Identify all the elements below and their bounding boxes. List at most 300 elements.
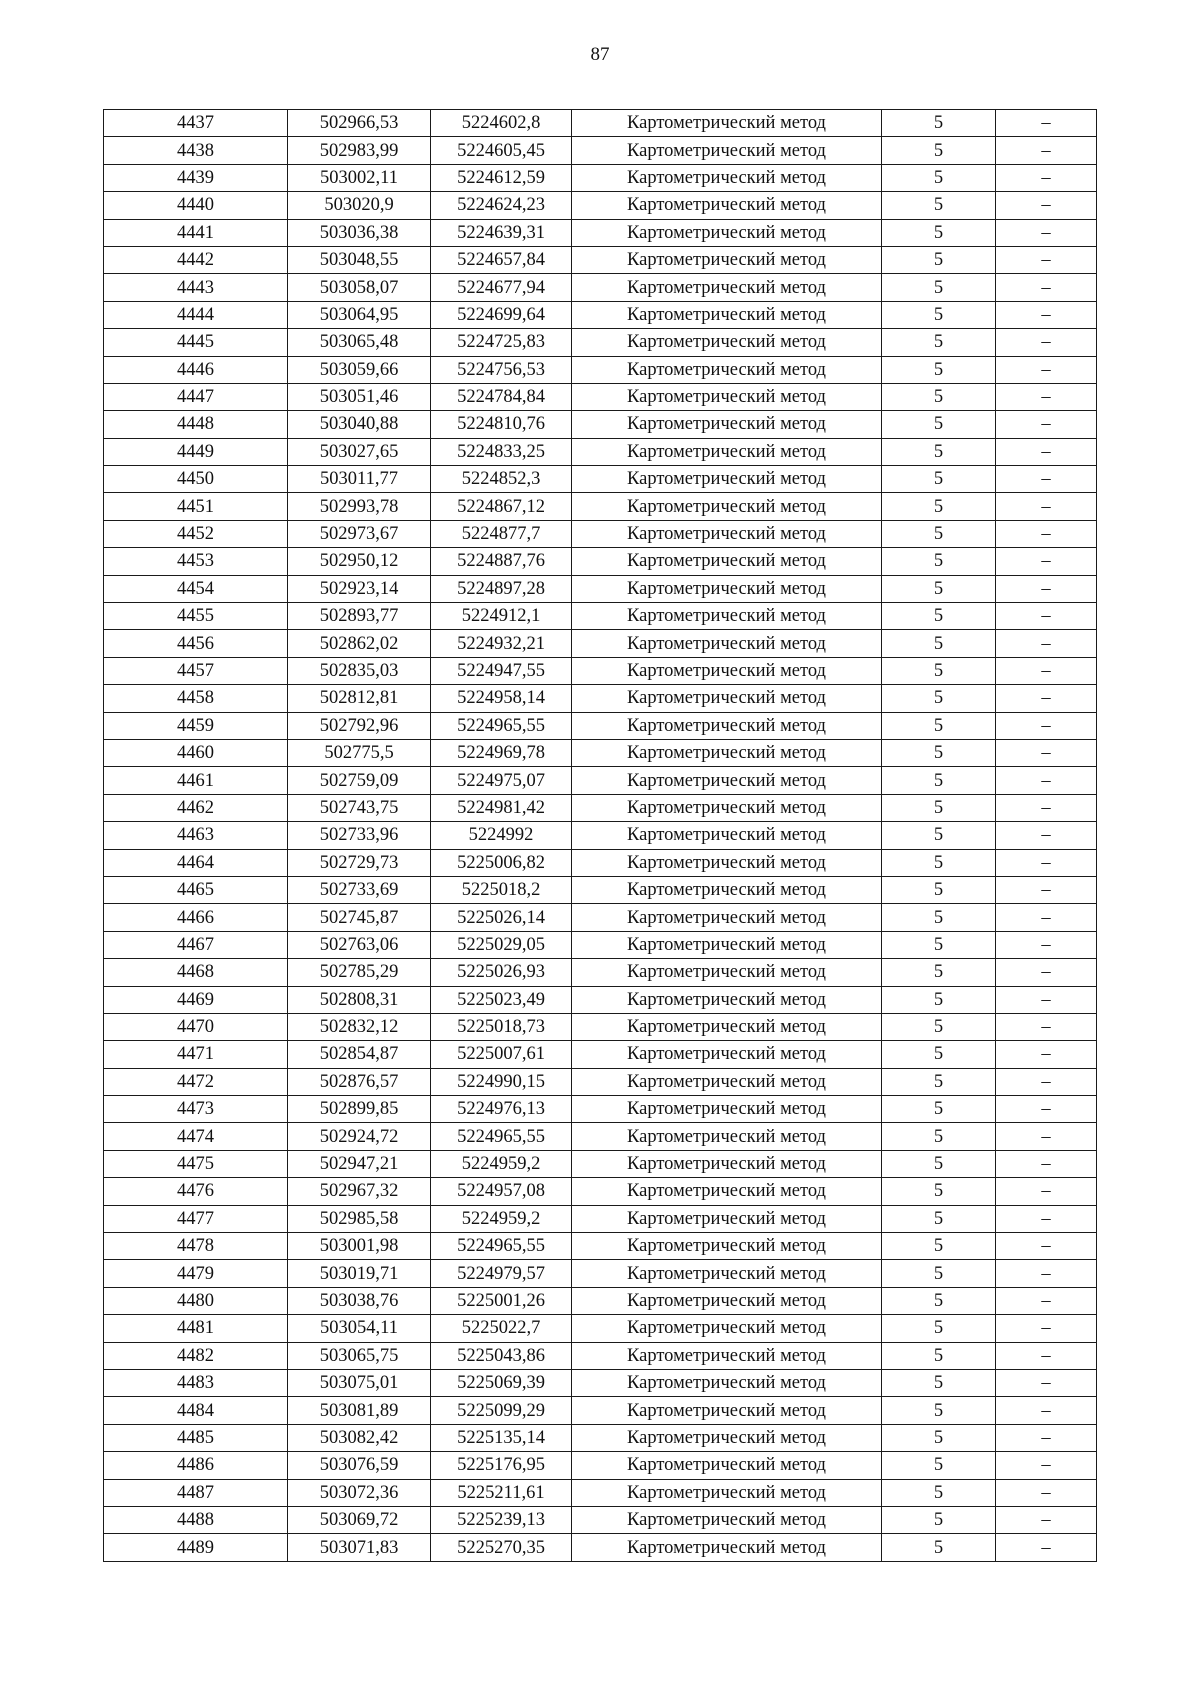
method-cell: Картометрический метод bbox=[572, 904, 882, 931]
accuracy-cell: 5 bbox=[882, 1342, 996, 1369]
x-coordinate-cell: 503076,59 bbox=[288, 1452, 431, 1479]
page-number: 87 bbox=[590, 44, 610, 65]
accuracy-cell: 5 bbox=[882, 822, 996, 849]
method-cell: Картометрический метод bbox=[572, 822, 882, 849]
x-coordinate-cell: 502966,53 bbox=[288, 110, 431, 137]
table-row bbox=[104, 1041, 1097, 1068]
x-coordinate-cell: 502876,57 bbox=[288, 1068, 431, 1095]
y-coordinate-cell: 5224959,2 bbox=[431, 1205, 572, 1232]
y-coordinate-cell: 5224897,28 bbox=[431, 575, 572, 602]
x-coordinate-cell: 502759,09 bbox=[288, 767, 431, 794]
y-coordinate-cell: 5225069,39 bbox=[431, 1369, 572, 1396]
coordinates-table bbox=[103, 109, 1097, 1562]
x-coordinate-cell: 502835,03 bbox=[288, 657, 431, 684]
method-cell: Картометрический метод bbox=[572, 1315, 882, 1342]
accuracy-cell: 5 bbox=[882, 1369, 996, 1396]
accuracy-cell: 5 bbox=[882, 246, 996, 273]
note-cell: – bbox=[996, 1287, 1097, 1314]
accuracy-cell: 5 bbox=[882, 520, 996, 547]
x-coordinate-cell: 503058,07 bbox=[288, 274, 431, 301]
y-coordinate-cell: 5225007,61 bbox=[431, 1041, 572, 1068]
y-coordinate-cell: 5224725,83 bbox=[431, 329, 572, 356]
method-cell: Картометрический метод bbox=[572, 274, 882, 301]
point-number-cell: 4478 bbox=[104, 1233, 288, 1260]
table-row bbox=[104, 164, 1097, 191]
y-coordinate-cell: 5224810,76 bbox=[431, 411, 572, 438]
accuracy-cell: 5 bbox=[882, 657, 996, 684]
x-coordinate-cell: 502854,87 bbox=[288, 1041, 431, 1068]
method-cell: Картометрический метод bbox=[572, 301, 882, 328]
y-coordinate-cell: 5224981,42 bbox=[431, 794, 572, 821]
x-coordinate-cell: 502924,72 bbox=[288, 1123, 431, 1150]
accuracy-cell: 5 bbox=[882, 493, 996, 520]
x-coordinate-cell: 503069,72 bbox=[288, 1506, 431, 1533]
table-row bbox=[104, 329, 1097, 356]
method-cell: Картометрический метод bbox=[572, 575, 882, 602]
point-number-cell: 4482 bbox=[104, 1342, 288, 1369]
note-cell: – bbox=[996, 1397, 1097, 1424]
note-cell: – bbox=[996, 137, 1097, 164]
x-coordinate-cell: 503036,38 bbox=[288, 219, 431, 246]
table-row bbox=[104, 986, 1097, 1013]
note-cell: – bbox=[996, 548, 1097, 575]
accuracy-cell: 5 bbox=[882, 603, 996, 630]
point-number-cell: 4438 bbox=[104, 137, 288, 164]
point-number-cell: 4439 bbox=[104, 164, 288, 191]
y-coordinate-cell: 5224699,64 bbox=[431, 301, 572, 328]
point-number-cell: 4440 bbox=[104, 192, 288, 219]
x-coordinate-cell: 503020,9 bbox=[288, 192, 431, 219]
table-row bbox=[104, 1205, 1097, 1232]
point-number-cell: 4475 bbox=[104, 1150, 288, 1177]
accuracy-cell: 5 bbox=[882, 1178, 996, 1205]
y-coordinate-cell: 5224852,3 bbox=[431, 466, 572, 493]
method-cell: Картометрический метод bbox=[572, 1123, 882, 1150]
method-cell: Картометрический метод bbox=[572, 438, 882, 465]
y-coordinate-cell: 5225022,7 bbox=[431, 1315, 572, 1342]
x-coordinate-cell: 503038,76 bbox=[288, 1287, 431, 1314]
table-row bbox=[104, 657, 1097, 684]
table-row bbox=[104, 1287, 1097, 1314]
table-row bbox=[104, 246, 1097, 273]
x-coordinate-cell: 502950,12 bbox=[288, 548, 431, 575]
method-cell: Картометрический метод bbox=[572, 246, 882, 273]
table-row bbox=[104, 1397, 1097, 1424]
accuracy-cell: 5 bbox=[882, 1123, 996, 1150]
accuracy-cell: 5 bbox=[882, 356, 996, 383]
note-cell: – bbox=[996, 1123, 1097, 1150]
point-number-cell: 4455 bbox=[104, 603, 288, 630]
accuracy-cell: 5 bbox=[882, 164, 996, 191]
point-number-cell: 4464 bbox=[104, 849, 288, 876]
method-cell: Картометрический метод bbox=[572, 1534, 882, 1561]
accuracy-cell: 5 bbox=[882, 931, 996, 958]
y-coordinate-cell: 5224947,55 bbox=[431, 657, 572, 684]
note-cell: – bbox=[996, 356, 1097, 383]
y-coordinate-cell: 5225026,93 bbox=[431, 959, 572, 986]
accuracy-cell: 5 bbox=[882, 876, 996, 903]
y-coordinate-cell: 5224976,13 bbox=[431, 1096, 572, 1123]
point-number-cell: 4454 bbox=[104, 575, 288, 602]
y-coordinate-cell: 5225001,26 bbox=[431, 1287, 572, 1314]
y-coordinate-cell: 5224975,07 bbox=[431, 767, 572, 794]
x-coordinate-cell: 503040,88 bbox=[288, 411, 431, 438]
y-coordinate-cell: 5224887,76 bbox=[431, 548, 572, 575]
y-coordinate-cell: 5225006,82 bbox=[431, 849, 572, 876]
table-row bbox=[104, 137, 1097, 164]
y-coordinate-cell: 5225023,49 bbox=[431, 986, 572, 1013]
method-cell: Картометрический метод bbox=[572, 739, 882, 766]
table-row bbox=[104, 520, 1097, 547]
accuracy-cell: 5 bbox=[882, 849, 996, 876]
table-row bbox=[104, 548, 1097, 575]
method-cell: Картометрический метод bbox=[572, 1452, 882, 1479]
method-cell: Картометрический метод bbox=[572, 959, 882, 986]
point-number-cell: 4461 bbox=[104, 767, 288, 794]
accuracy-cell: 5 bbox=[882, 767, 996, 794]
point-number-cell: 4456 bbox=[104, 630, 288, 657]
note-cell: – bbox=[996, 1506, 1097, 1533]
y-coordinate-cell: 5224602,8 bbox=[431, 110, 572, 137]
y-coordinate-cell: 5225043,86 bbox=[431, 1342, 572, 1369]
method-cell: Картометрический метод bbox=[572, 1068, 882, 1095]
x-coordinate-cell: 502792,96 bbox=[288, 712, 431, 739]
table-row bbox=[104, 301, 1097, 328]
method-cell: Картометрический метод bbox=[572, 520, 882, 547]
note-cell: – bbox=[996, 164, 1097, 191]
y-coordinate-cell: 5224959,2 bbox=[431, 1150, 572, 1177]
method-cell: Картометрический метод bbox=[572, 110, 882, 137]
x-coordinate-cell: 503065,75 bbox=[288, 1342, 431, 1369]
accuracy-cell: 5 bbox=[882, 301, 996, 328]
coordinates-table-body bbox=[104, 110, 1097, 1562]
note-cell: – bbox=[996, 1260, 1097, 1287]
accuracy-cell: 5 bbox=[882, 438, 996, 465]
table-row bbox=[104, 411, 1097, 438]
accuracy-cell: 5 bbox=[882, 274, 996, 301]
y-coordinate-cell: 5224957,08 bbox=[431, 1178, 572, 1205]
y-coordinate-cell: 5224932,21 bbox=[431, 630, 572, 657]
method-cell: Картометрический метод bbox=[572, 1096, 882, 1123]
table-row bbox=[104, 466, 1097, 493]
x-coordinate-cell: 502729,73 bbox=[288, 849, 431, 876]
table-row bbox=[104, 575, 1097, 602]
method-cell: Картометрический метод bbox=[572, 1041, 882, 1068]
point-number-cell: 4450 bbox=[104, 466, 288, 493]
note-cell: – bbox=[996, 685, 1097, 712]
method-cell: Картометрический метод bbox=[572, 356, 882, 383]
x-coordinate-cell: 503081,89 bbox=[288, 1397, 431, 1424]
point-number-cell: 4471 bbox=[104, 1041, 288, 1068]
y-coordinate-cell: 5224756,53 bbox=[431, 356, 572, 383]
x-coordinate-cell: 502899,85 bbox=[288, 1096, 431, 1123]
method-cell: Картометрический метод bbox=[572, 1479, 882, 1506]
accuracy-cell: 5 bbox=[882, 685, 996, 712]
method-cell: Картометрический метод bbox=[572, 1287, 882, 1314]
point-number-cell: 4452 bbox=[104, 520, 288, 547]
accuracy-cell: 5 bbox=[882, 794, 996, 821]
y-coordinate-cell: 5225026,14 bbox=[431, 904, 572, 931]
note-cell: – bbox=[996, 329, 1097, 356]
point-number-cell: 4445 bbox=[104, 329, 288, 356]
method-cell: Картометрический метод bbox=[572, 630, 882, 657]
method-cell: Картометрический метод bbox=[572, 466, 882, 493]
accuracy-cell: 5 bbox=[882, 1397, 996, 1424]
point-number-cell: 4448 bbox=[104, 411, 288, 438]
table-row bbox=[104, 1452, 1097, 1479]
accuracy-cell: 5 bbox=[882, 137, 996, 164]
y-coordinate-cell: 5224912,1 bbox=[431, 603, 572, 630]
note-cell: – bbox=[996, 466, 1097, 493]
table-row bbox=[104, 931, 1097, 958]
note-cell: – bbox=[996, 1424, 1097, 1451]
method-cell: Картометрический метод bbox=[572, 794, 882, 821]
note-cell: – bbox=[996, 794, 1097, 821]
accuracy-cell: 5 bbox=[882, 1287, 996, 1314]
table-row bbox=[104, 904, 1097, 931]
note-cell: – bbox=[996, 1096, 1097, 1123]
point-number-cell: 4444 bbox=[104, 301, 288, 328]
x-coordinate-cell: 503071,83 bbox=[288, 1534, 431, 1561]
accuracy-cell: 5 bbox=[882, 1315, 996, 1342]
table-row bbox=[104, 1260, 1097, 1287]
accuracy-cell: 5 bbox=[882, 1479, 996, 1506]
y-coordinate-cell: 5224877,7 bbox=[431, 520, 572, 547]
table-row bbox=[104, 1150, 1097, 1177]
method-cell: Картометрический метод bbox=[572, 383, 882, 410]
y-coordinate-cell: 5224969,78 bbox=[431, 739, 572, 766]
table-row bbox=[104, 630, 1097, 657]
accuracy-cell: 5 bbox=[882, 192, 996, 219]
method-cell: Картометрический метод bbox=[572, 767, 882, 794]
note-cell: – bbox=[996, 630, 1097, 657]
point-number-cell: 4467 bbox=[104, 931, 288, 958]
table-row bbox=[104, 822, 1097, 849]
table-row bbox=[104, 1123, 1097, 1150]
point-number-cell: 4474 bbox=[104, 1123, 288, 1150]
point-number-cell: 4457 bbox=[104, 657, 288, 684]
y-coordinate-cell: 5224965,55 bbox=[431, 712, 572, 739]
point-number-cell: 4443 bbox=[104, 274, 288, 301]
point-number-cell: 4473 bbox=[104, 1096, 288, 1123]
method-cell: Картометрический метод bbox=[572, 685, 882, 712]
x-coordinate-cell: 503072,36 bbox=[288, 1479, 431, 1506]
accuracy-cell: 5 bbox=[882, 411, 996, 438]
point-number-cell: 4446 bbox=[104, 356, 288, 383]
point-number-cell: 4488 bbox=[104, 1506, 288, 1533]
accuracy-cell: 5 bbox=[882, 959, 996, 986]
note-cell: – bbox=[996, 876, 1097, 903]
x-coordinate-cell: 502985,58 bbox=[288, 1205, 431, 1232]
y-coordinate-cell: 5225135,14 bbox=[431, 1424, 572, 1451]
note-cell: – bbox=[996, 411, 1097, 438]
table-row bbox=[104, 356, 1097, 383]
y-coordinate-cell: 5224990,15 bbox=[431, 1068, 572, 1095]
accuracy-cell: 5 bbox=[882, 1096, 996, 1123]
method-cell: Картометрический метод bbox=[572, 1205, 882, 1232]
note-cell: – bbox=[996, 959, 1097, 986]
method-cell: Картометрический метод bbox=[572, 329, 882, 356]
method-cell: Картометрический метод bbox=[572, 1506, 882, 1533]
y-coordinate-cell: 5224965,55 bbox=[431, 1123, 572, 1150]
accuracy-cell: 5 bbox=[882, 110, 996, 137]
method-cell: Картометрический метод bbox=[572, 849, 882, 876]
note-cell: – bbox=[996, 739, 1097, 766]
x-coordinate-cell: 502808,31 bbox=[288, 986, 431, 1013]
note-cell: – bbox=[996, 110, 1097, 137]
table-row bbox=[104, 1068, 1097, 1095]
y-coordinate-cell: 5224784,84 bbox=[431, 383, 572, 410]
point-number-cell: 4479 bbox=[104, 1260, 288, 1287]
table-row bbox=[104, 739, 1097, 766]
accuracy-cell: 5 bbox=[882, 1260, 996, 1287]
x-coordinate-cell: 502923,14 bbox=[288, 575, 431, 602]
point-number-cell: 4480 bbox=[104, 1287, 288, 1314]
accuracy-cell: 5 bbox=[882, 219, 996, 246]
point-number-cell: 4462 bbox=[104, 794, 288, 821]
table-row bbox=[104, 1534, 1097, 1561]
y-coordinate-cell: 5225029,05 bbox=[431, 931, 572, 958]
point-number-cell: 4481 bbox=[104, 1315, 288, 1342]
x-coordinate-cell: 503027,65 bbox=[288, 438, 431, 465]
note-cell: – bbox=[996, 575, 1097, 602]
y-coordinate-cell: 5224979,57 bbox=[431, 1260, 572, 1287]
note-cell: – bbox=[996, 246, 1097, 273]
y-coordinate-cell: 5224624,23 bbox=[431, 192, 572, 219]
note-cell: – bbox=[996, 767, 1097, 794]
x-coordinate-cell: 502862,02 bbox=[288, 630, 431, 657]
x-coordinate-cell: 503019,71 bbox=[288, 1260, 431, 1287]
method-cell: Картометрический метод bbox=[572, 1397, 882, 1424]
table-row bbox=[104, 603, 1097, 630]
point-number-cell: 4460 bbox=[104, 739, 288, 766]
accuracy-cell: 5 bbox=[882, 1452, 996, 1479]
note-cell: – bbox=[996, 1369, 1097, 1396]
note-cell: – bbox=[996, 301, 1097, 328]
table-row bbox=[104, 1479, 1097, 1506]
x-coordinate-cell: 503082,42 bbox=[288, 1424, 431, 1451]
point-number-cell: 4489 bbox=[104, 1534, 288, 1561]
note-cell: – bbox=[996, 657, 1097, 684]
method-cell: Картометрический метод bbox=[572, 986, 882, 1013]
y-coordinate-cell: 5224958,14 bbox=[431, 685, 572, 712]
note-cell: – bbox=[996, 1534, 1097, 1561]
point-number-cell: 4477 bbox=[104, 1205, 288, 1232]
method-cell: Картометрический метод bbox=[572, 712, 882, 739]
accuracy-cell: 5 bbox=[882, 1534, 996, 1561]
note-cell: – bbox=[996, 1013, 1097, 1040]
accuracy-cell: 5 bbox=[882, 329, 996, 356]
point-number-cell: 4442 bbox=[104, 246, 288, 273]
table-row bbox=[104, 767, 1097, 794]
table-row bbox=[104, 712, 1097, 739]
point-number-cell: 4470 bbox=[104, 1013, 288, 1040]
y-coordinate-cell: 5225018,73 bbox=[431, 1013, 572, 1040]
note-cell: – bbox=[996, 274, 1097, 301]
point-number-cell: 4485 bbox=[104, 1424, 288, 1451]
accuracy-cell: 5 bbox=[882, 383, 996, 410]
x-coordinate-cell: 503001,98 bbox=[288, 1233, 431, 1260]
point-number-cell: 4459 bbox=[104, 712, 288, 739]
x-coordinate-cell: 502775,5 bbox=[288, 739, 431, 766]
point-number-cell: 4468 bbox=[104, 959, 288, 986]
x-coordinate-cell: 503002,11 bbox=[288, 164, 431, 191]
note-cell: – bbox=[996, 1479, 1097, 1506]
x-coordinate-cell: 502967,32 bbox=[288, 1178, 431, 1205]
note-cell: – bbox=[996, 1041, 1097, 1068]
table-row bbox=[104, 438, 1097, 465]
method-cell: Картометрический метод bbox=[572, 1013, 882, 1040]
note-cell: – bbox=[996, 1205, 1097, 1232]
x-coordinate-cell: 502745,87 bbox=[288, 904, 431, 931]
method-cell: Картометрический метод bbox=[572, 548, 882, 575]
accuracy-cell: 5 bbox=[882, 1205, 996, 1232]
note-cell: – bbox=[996, 931, 1097, 958]
x-coordinate-cell: 502812,81 bbox=[288, 685, 431, 712]
y-coordinate-cell: 5225211,61 bbox=[431, 1479, 572, 1506]
accuracy-cell: 5 bbox=[882, 1013, 996, 1040]
point-number-cell: 4441 bbox=[104, 219, 288, 246]
point-number-cell: 4453 bbox=[104, 548, 288, 575]
method-cell: Картометрический метод bbox=[572, 493, 882, 520]
method-cell: Картометрический метод bbox=[572, 164, 882, 191]
x-coordinate-cell: 503054,11 bbox=[288, 1315, 431, 1342]
table-row bbox=[104, 876, 1097, 903]
x-coordinate-cell: 503011,77 bbox=[288, 466, 431, 493]
table-row bbox=[104, 849, 1097, 876]
method-cell: Картометрический метод bbox=[572, 1424, 882, 1451]
accuracy-cell: 5 bbox=[882, 712, 996, 739]
table-row bbox=[104, 959, 1097, 986]
point-number-cell: 4463 bbox=[104, 822, 288, 849]
y-coordinate-cell: 5224867,12 bbox=[431, 493, 572, 520]
note-cell: – bbox=[996, 1068, 1097, 1095]
note-cell: – bbox=[996, 712, 1097, 739]
table-row bbox=[104, 1369, 1097, 1396]
point-number-cell: 4447 bbox=[104, 383, 288, 410]
method-cell: Картометрический метод bbox=[572, 1342, 882, 1369]
table-row bbox=[104, 192, 1097, 219]
accuracy-cell: 5 bbox=[882, 575, 996, 602]
accuracy-cell: 5 bbox=[882, 630, 996, 657]
table-row bbox=[104, 794, 1097, 821]
note-cell: – bbox=[996, 493, 1097, 520]
note-cell: – bbox=[996, 904, 1097, 931]
point-number-cell: 4458 bbox=[104, 685, 288, 712]
note-cell: – bbox=[996, 849, 1097, 876]
note-cell: – bbox=[996, 438, 1097, 465]
table-row bbox=[104, 1424, 1097, 1451]
table-row bbox=[104, 1096, 1097, 1123]
method-cell: Картометрический метод bbox=[572, 876, 882, 903]
accuracy-cell: 5 bbox=[882, 1233, 996, 1260]
point-number-cell: 4476 bbox=[104, 1178, 288, 1205]
point-number-cell: 4451 bbox=[104, 493, 288, 520]
accuracy-cell: 5 bbox=[882, 1506, 996, 1533]
accuracy-cell: 5 bbox=[882, 1041, 996, 1068]
method-cell: Картометрический метод bbox=[572, 137, 882, 164]
y-coordinate-cell: 5225099,29 bbox=[431, 1397, 572, 1424]
y-coordinate-cell: 5224657,84 bbox=[431, 246, 572, 273]
table-row bbox=[104, 1013, 1097, 1040]
table-row bbox=[104, 493, 1097, 520]
table-row bbox=[104, 1178, 1097, 1205]
accuracy-cell: 5 bbox=[882, 739, 996, 766]
x-coordinate-cell: 502983,99 bbox=[288, 137, 431, 164]
x-coordinate-cell: 503048,55 bbox=[288, 246, 431, 273]
point-number-cell: 4469 bbox=[104, 986, 288, 1013]
method-cell: Картометрический метод bbox=[572, 1260, 882, 1287]
